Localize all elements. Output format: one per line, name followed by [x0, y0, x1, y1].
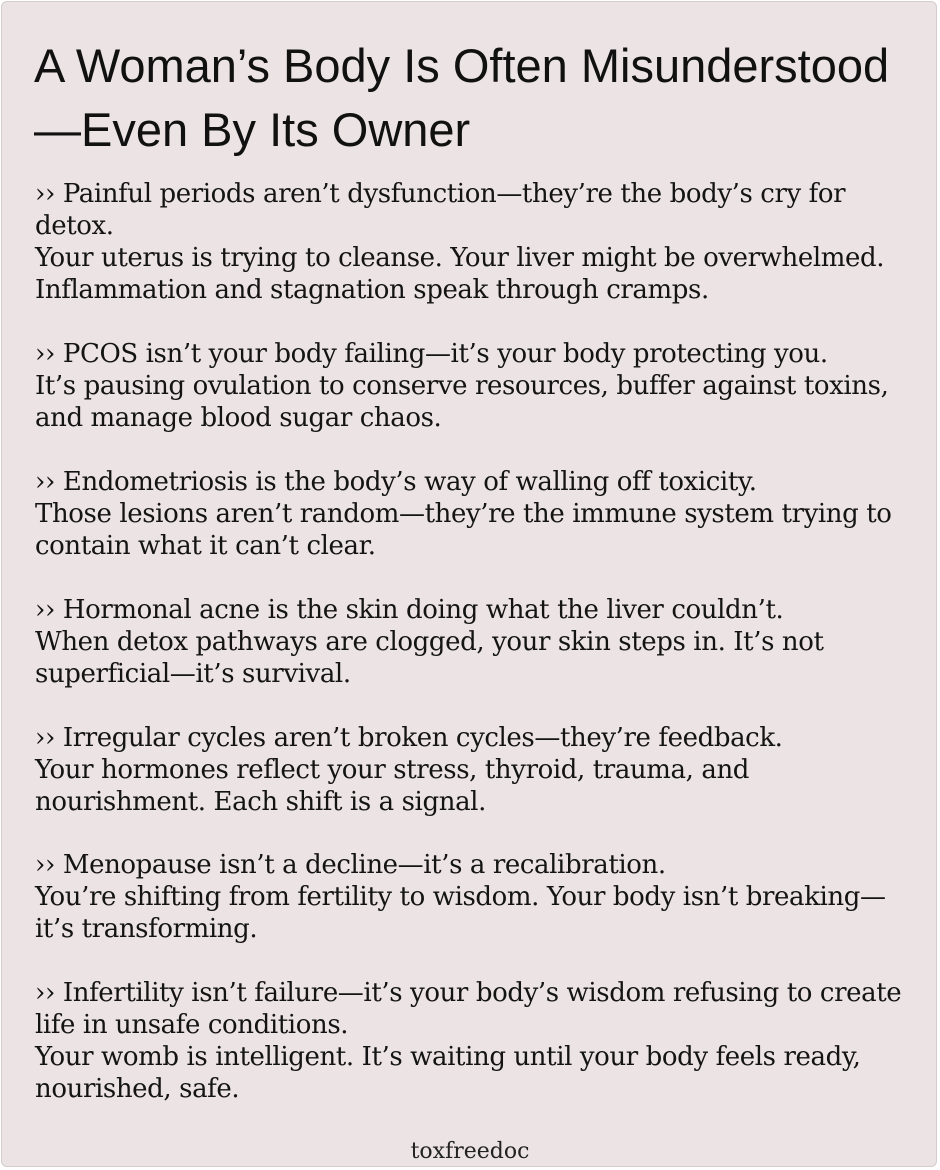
section-heading: ›› Menopause isn’t a decline—it’s a recalibration. [35, 850, 666, 880]
section-body: Your hormones reflect your stress, thyroid, trauma, and nourishment. Each shift is a signal. [35, 755, 750, 817]
section-body: It’s pausing ovulation to conserve resources, buffer against toxins, and manage blood sugar chaos. [35, 371, 889, 433]
section-body: You’re shifting from fertility to wisdom. Your body isn’t breaking—it’s transforming. [35, 882, 886, 944]
section-painful-periods [35, 178, 920, 306]
section-heading: ›› Hormonal acne is the skin doing what the liver couldn’t. [35, 595, 784, 625]
section-body: When detox pathways are clogged, your skin steps in. It’s not superficial—it’s survival. [35, 627, 824, 689]
section-endometriosis [35, 466, 920, 562]
page-title: A Woman’s Body Is Often Misunderstood—Even By Its Owner [34, 39, 890, 156]
section-heading: ›› Irregular cycles aren’t broken cycles—they’re feedback. [35, 723, 783, 753]
section-body: Your womb is intelligent. It’s waiting until your body feels ready, nourished, safe. [35, 1042, 861, 1104]
section-heading: ›› Infertility isn’t failure—it’s your body’s wisdom refusing to create life in unsafe conditions. [35, 978, 902, 1040]
section-hormonal-acne [35, 594, 920, 690]
post-card [1, 1, 937, 1167]
section-heading: ›› PCOS isn’t your body failing—it’s your body protecting you. [35, 339, 828, 369]
section-body: Those lesions aren’t random—they’re the immune system trying to contain what it can’t clear. [35, 499, 892, 561]
section-menopause [35, 849, 920, 945]
section-infertility [35, 977, 920, 1105]
section-pcos [35, 338, 920, 434]
section-irregular-cycles [35, 722, 920, 818]
section-heading: ›› Painful periods aren’t dysfunction—they’re the body’s cry for detox. [35, 179, 846, 241]
section-body: Your uterus is trying to cleanse. Your liver might be overwhelmed. Inflammation and stagnation speak through cramps. [35, 243, 885, 305]
section-heading: ›› Endometriosis is the body’s way of walling off toxicity. [35, 467, 757, 497]
author-credit: toxfreedoc [410, 1139, 530, 1164]
